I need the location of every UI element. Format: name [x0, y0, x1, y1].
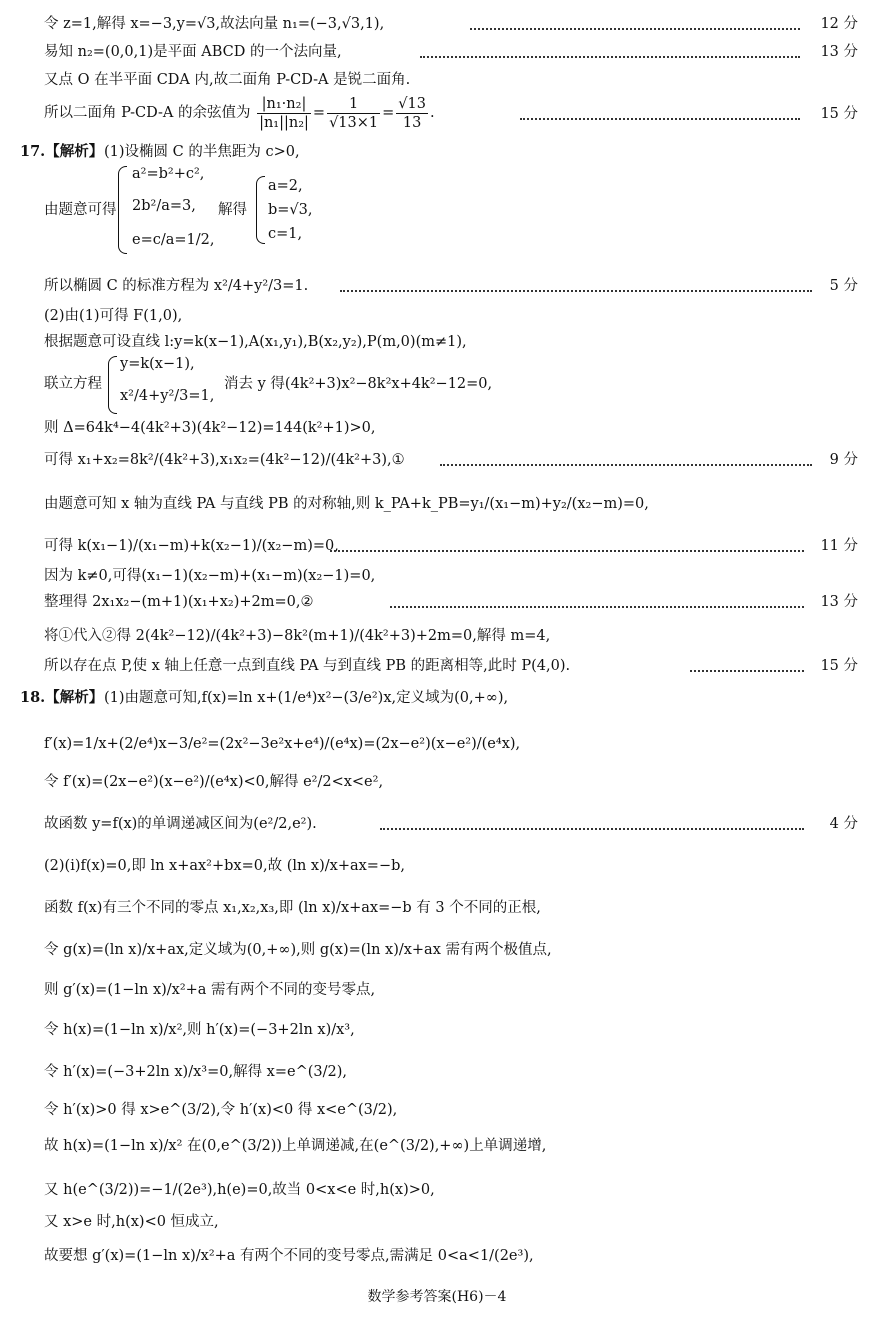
- text-line: 令 h′(x)=(−3+2ln x)/x³=0,解得 x=e^(3/2),: [44, 1064, 347, 1080]
- text-line: (1)设椭圆 C 的半焦距为 c>0,: [104, 144, 300, 160]
- cosine-line: 所以二面角 P-CD-A 的余弦值为 $\frac{\text{|n₁·n₂|}}{\text{|n₁||n₂|}}$ = $\frac{1}{√13\times 1}$ = $\frac{√13}{13}$ .: [44, 95, 435, 131]
- equation: 2b²/a=3,: [132, 198, 196, 214]
- text-line: 所以存在点 P,使 x 轴上任意一点到直线 PA 与到直线 PB 的距离相等,此时 P(4,0).: [44, 658, 571, 674]
- leader-dots: [420, 56, 800, 58]
- system-brace: [256, 176, 265, 244]
- text-line: 根据题意可设直线 l:y=k(x−1),A(x₁,y₁),B(x₂,y₂),P(m,0)(m≠1),: [44, 334, 467, 350]
- text-line: 整理得 2x₁x₂−(m+1)(x₁+x₂)+2m=0,②: [44, 594, 314, 610]
- text-line: 由题意可知 x 轴为直线 PA 与直线 PB 的对称轴,则 k_PA+k_PB=y₁/(x₁−m)+y₂/(x₂−m)=0,: [44, 496, 649, 512]
- question-number: 18.【解析】: [20, 689, 104, 706]
- leader-dots: [330, 550, 804, 552]
- equation: c=1,: [268, 226, 303, 242]
- text-line: 函数 f(x)有三个不同的零点 x₁,x₂,x₃,即 (ln x)/x+ax=−b 有 3 个不同的正根,: [44, 900, 541, 916]
- text-line: 可得 x₁+x₂=8k²/(4k²+3),x₁x₂=(4k²−12)/(4k²+3),①: [44, 452, 405, 468]
- text-line: (2)(ⅰ)f(x)=0,即 ln x+ax²+bx=0,故 (ln x)/x+ax=−b,: [44, 858, 405, 874]
- score-label: 9 分: [829, 452, 858, 468]
- equation: x²/4+y²/3=1,: [120, 388, 215, 404]
- numerator: 1: [327, 95, 380, 114]
- text-line: 解得: [218, 202, 247, 218]
- text-line: 令 f′(x)=(2x−e²)(x−e²)/(e⁴x)<0,解得 e²/2<x<e²,: [44, 774, 384, 790]
- text-segment: 所以二面角 P-CD-A 的余弦值为: [44, 105, 251, 121]
- text-line: 因为 k≠0,可得(x₁−1)(x₂−m)+(x₁−m)(x₂−1)=0,: [44, 568, 376, 584]
- score-label: 15 分: [820, 658, 858, 674]
- equation: e=c/a=1/2,: [132, 232, 215, 248]
- text-line: (2)由(1)可得 F(1,0),: [44, 308, 183, 324]
- text-line: 又 x>e 时,h(x)<0 恒成立,: [44, 1214, 219, 1230]
- score-label: 13 分: [820, 44, 858, 60]
- score-label: 13 分: [820, 594, 858, 610]
- score-label: 5 分: [829, 278, 858, 294]
- text-line: 联立方程: [44, 376, 102, 392]
- leader-dots: [390, 606, 804, 608]
- numerator: |n₁·n₂|: [257, 95, 311, 114]
- text-line: (1)由题意可知,f(x)=ln x+(1/e⁴)x²−(3/e²)x,定义域为(0,+∞),: [104, 690, 509, 706]
- score-label: 4 分: [829, 816, 858, 832]
- text-line: 令 z=1,解得 x=−3,y=√3,故法向量 n₁=(−3,√3,1),: [44, 16, 385, 32]
- text-line: 将①代入②得 2(4k²−12)/(4k²+3)−8k²(m+1)/(4k²+3)+2m=0,解得 m=4,: [44, 628, 551, 644]
- denominator: |n₁||n₂|: [259, 114, 309, 131]
- page-footer: 数学参考答案(H6)－4: [367, 1289, 507, 1305]
- fraction: [257, 95, 311, 132]
- score-label: 12 分: [820, 16, 858, 32]
- text-line: 又点 O 在半平面 CDA 内,故二面角 P-CD-A 是锐二面角.: [44, 72, 411, 88]
- text-line: 令 h(x)=(1−ln x)/x²,则 h′(x)=(−3+2ln x)/x³,: [44, 1022, 355, 1038]
- system-brace: [118, 166, 127, 254]
- text-line: 则 Δ=64k⁴−4(4k²+3)(4k²−12)=144(k²+1)>0,: [44, 420, 376, 436]
- denominator: √13×1: [329, 114, 379, 131]
- leader-dots: [340, 290, 812, 292]
- equation: a²=b²+c²,: [132, 166, 205, 182]
- equation: b=√3,: [268, 202, 313, 218]
- leader-dots: [440, 464, 812, 466]
- text-line: f′(x)=1/x+(2/e⁴)x−3/e²=(2x²−3e²x+e⁴)/(e⁴x)=(2x−e²)(x−e²)/(e⁴x),: [44, 736, 521, 752]
- fraction: [396, 95, 428, 132]
- leader-dots: [470, 28, 800, 30]
- leader-dots: [690, 670, 804, 672]
- score-label: 15 分: [820, 106, 858, 122]
- equation: a=2,: [268, 178, 303, 194]
- question-number: 17.【解析】: [20, 143, 104, 160]
- text-line: 令 g(x)=(ln x)/x+ax,定义域为(0,+∞),则 g(x)=(ln x)/x+ax 需有两个极值点,: [44, 942, 552, 958]
- numerator: √13: [398, 95, 426, 112]
- system-brace: [108, 356, 117, 414]
- equation: y=k(x−1),: [120, 356, 195, 372]
- text-line: 令 h′(x)>0 得 x>e^(3/2),令 h′(x)<0 得 x<e^(3/2),: [44, 1102, 398, 1118]
- text-line: 故要想 g′(x)=(1−ln x)/x²+a 有两个不同的变号零点,需满足 0<a<1/(2e³),: [44, 1248, 534, 1264]
- text-line: 故 h(x)=(1−ln x)/x² 在(0,e^(3/2))上单调递减,在(e^(3/2),+∞)上单调递增,: [44, 1138, 547, 1154]
- text-line: 又 h(e^(3/2))=−1/(2e³),h(e)=0,故当 0<x<e 时,h(x)>0,: [44, 1182, 435, 1198]
- text-line: 则 g′(x)=(1−ln x)/x²+a 需有两个不同的变号零点,: [44, 982, 376, 998]
- text-line: 消去 y 得(4k²+3)x²−8k²x+4k²−12=0,: [224, 376, 493, 392]
- text-line: 所以椭圆 C 的标准方程为 x²/4+y²/3=1.: [44, 278, 309, 294]
- leader-dots: [380, 828, 804, 830]
- text-line: 由题意可得: [44, 202, 117, 218]
- score-label: 11 分: [820, 538, 858, 554]
- fraction: [327, 95, 380, 132]
- text-line: 故函数 y=f(x)的单调递减区间为(e²/2,e²).: [44, 816, 317, 832]
- text-line: 易知 n₂=(0,0,1)是平面 ABCD 的一个法向量,: [44, 44, 342, 60]
- denominator: 13: [402, 114, 422, 131]
- leader-dots: [520, 118, 800, 120]
- text-line: 可得 k(x₁−1)/(x₁−m)+k(x₂−1)/(x₂−m)=0,: [44, 538, 339, 554]
